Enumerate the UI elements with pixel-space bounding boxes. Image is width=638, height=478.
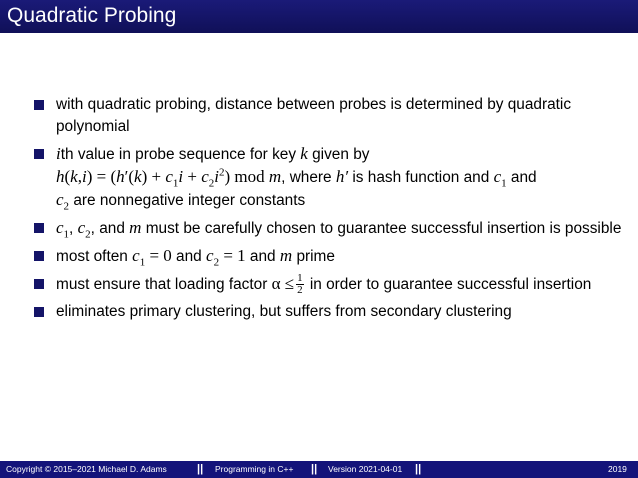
bullet-text: , — [69, 220, 78, 237]
footer-separator: || — [311, 463, 318, 475]
bullet-text: and — [171, 248, 207, 265]
bullet-text: th value in probe sequence for key — [60, 146, 301, 163]
bullet-square-icon — [34, 149, 44, 159]
bullet-item — [34, 301, 624, 323]
math-m: m — [279, 246, 293, 265]
math-k: k — [300, 144, 308, 163]
bullet-text: are nonnegative integer constants — [69, 192, 306, 209]
bullet-square-icon — [34, 279, 44, 289]
slide-title: Quadratic Probing — [7, 4, 177, 27]
bullet-text: with quadratic probing, distance between probes is determined by quadratic polynomial — [56, 96, 572, 135]
math-c2-eq: $c_2 = 1$ — [206, 246, 246, 269]
footer-page-number: 2019 — [608, 464, 627, 474]
title-bar — [0, 0, 638, 33]
hash-formula: $h(k,i) = (h'(k) + c_1i + c_2i^2)$ mod m — [56, 166, 282, 190]
bullet-text: prime — [292, 248, 335, 265]
footer-course: Programming in C++ — [215, 464, 294, 474]
math-c2: $c_2$ — [56, 190, 70, 213]
bullet-square-icon — [34, 307, 44, 317]
fraction-one-half — [296, 273, 304, 296]
fraction-numerator: 1 — [297, 272, 303, 285]
slide-body — [34, 94, 624, 328]
bullet-text: given by — [307, 146, 370, 163]
math-c1: $c_1$ — [493, 167, 507, 190]
bullet-text: and — [506, 169, 537, 186]
bullet-text: is hash function and — [348, 169, 494, 186]
bullet-text: must ensure that loading factor — [56, 276, 272, 293]
math-alpha: α ≤ — [271, 274, 295, 293]
bullet-item — [34, 273, 624, 296]
bullet-item — [34, 217, 624, 240]
bullet-square-icon — [34, 223, 44, 233]
bullet-text: in order to guarantee successful insertion — [305, 276, 592, 293]
bullet-item — [34, 245, 624, 268]
bullet-item — [34, 143, 624, 212]
footer-bar — [0, 461, 638, 478]
bullet-text: and — [245, 248, 280, 265]
math-c2: $c_2$ — [77, 218, 91, 241]
math-c1-eq: $c_1 = 0$ — [132, 246, 172, 269]
footer-separator: || — [197, 463, 204, 475]
fraction-denominator: 2 — [297, 284, 303, 297]
math-hprime: h′ — [335, 167, 349, 186]
footer-copyright: Copyright © 2015–2021 Michael D. Adams — [6, 464, 167, 474]
bullet-text: most often — [56, 248, 133, 265]
bullet-square-icon — [34, 251, 44, 261]
bullet-text: must be carefully chosen to guarantee successful insertion is possible — [141, 220, 622, 237]
footer-version: Version 2021-04-01 — [328, 464, 403, 474]
bullet-text: eliminates primary clustering, but suffers from secondary clustering — [56, 303, 512, 321]
bullet-text: , and — [90, 220, 130, 237]
bullet-text: , where — [281, 169, 336, 186]
math-m: m — [129, 218, 142, 237]
math-c1: $c_1$ — [56, 218, 70, 241]
math-i: i — [56, 144, 61, 163]
footer-separator: || — [415, 463, 422, 475]
bullet-item — [34, 94, 624, 138]
bullet-square-icon — [34, 100, 44, 110]
